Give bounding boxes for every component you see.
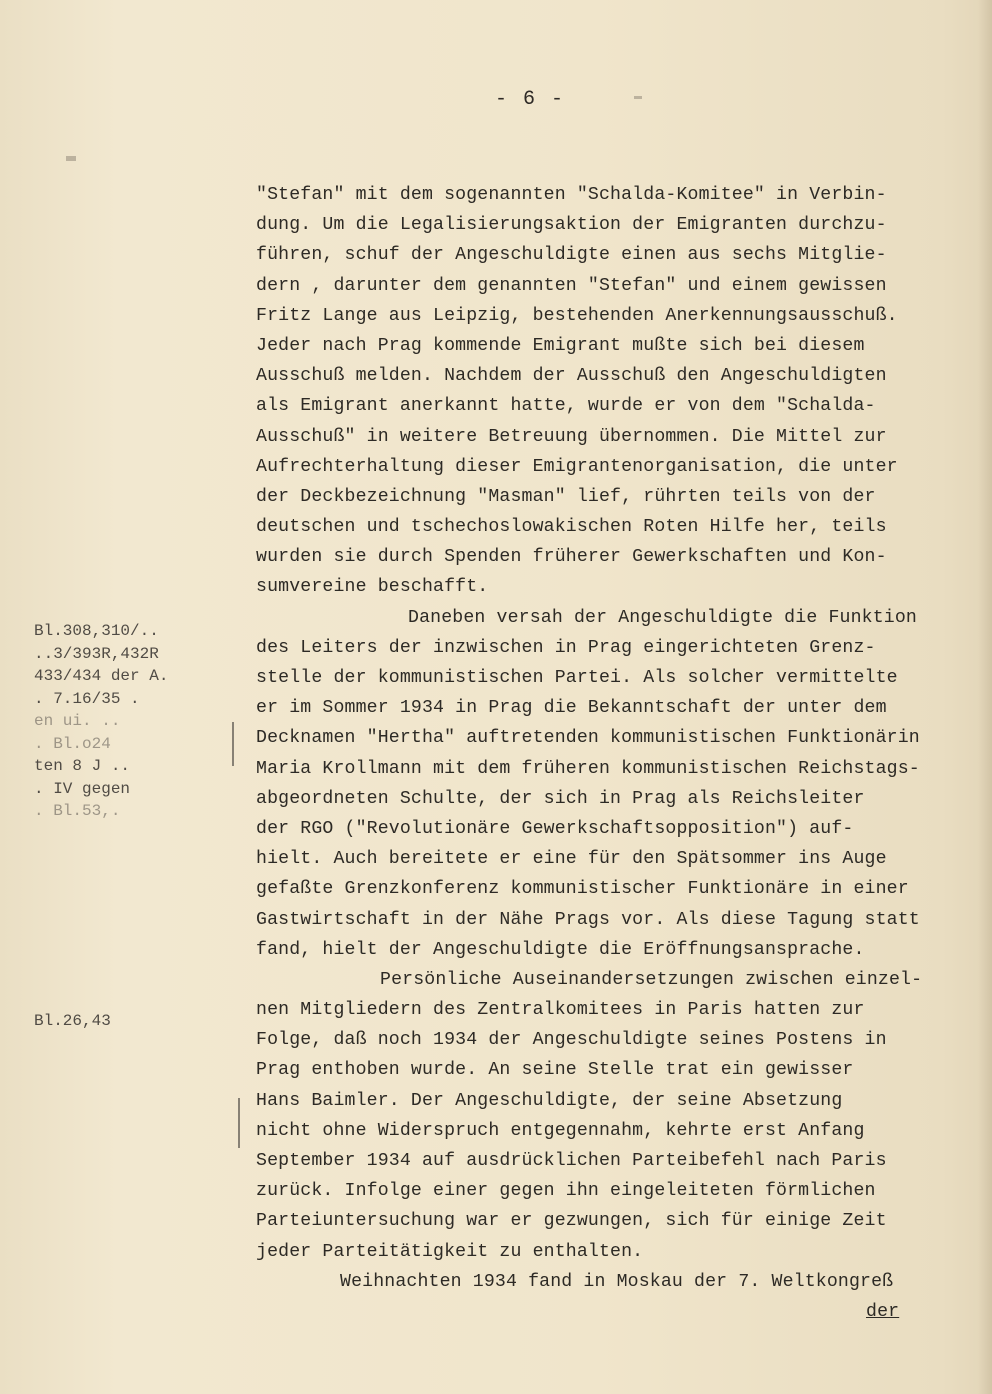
- margin-notes-upper: [34, 620, 224, 823]
- text-line: dern , darunter dem genannten "Stefan" und einem gewissen: [256, 275, 887, 296]
- margin-note-line: Bl.26,43: [34, 1012, 111, 1030]
- text-line: Gastwirtschaft in der Nähe Prags vor. Als diese Tagung statt: [256, 909, 920, 930]
- text-line: Parteiuntersuchung war er gezwungen, sich für einige Zeit: [256, 1211, 887, 1232]
- text-line: der Deckbezeichnung "Masman" lief, rührten teils von der: [256, 486, 876, 507]
- text-line: Hans Baimler. Der Angeschuldigte, der seine Absetzung: [256, 1090, 843, 1111]
- text-line: sumvereine beschafft.: [256, 577, 489, 598]
- text-line: abgeordneten Schulte, der sich in Prag als Reichsleiter: [256, 788, 865, 809]
- text-line: Folge, daß noch 1934 der Angeschuldigte seines Postens in: [256, 1030, 887, 1051]
- text-line: deutschen und tschechoslowakischen Roten Hilfe her, teils: [256, 517, 887, 538]
- text-line: Prag enthoben wurde. An seine Stelle trat ein gewisser: [256, 1060, 854, 1081]
- text-line: Jeder nach Prag kommende Emigrant mußte sich bei diesem: [256, 335, 865, 356]
- margin-note-line: 433/434 der A.: [34, 667, 169, 685]
- text-line: wurden sie durch Spenden früherer Gewerkschaften und Kon-: [256, 547, 887, 568]
- text-line: jeder Parteitätigkeit zu enthalten.: [256, 1241, 644, 1262]
- text-line: Fritz Lange aus Leipzig, bestehenden Anerkennungsausschuß.: [256, 305, 898, 326]
- text-line: Aufrechterhaltung dieser Emigrantenorganisation, die unter: [256, 456, 898, 477]
- text-line: September 1934 auf ausdrücklichen Parteibefehl nach Paris: [256, 1151, 887, 1171]
- text-line: nen Mitgliedern des Zentralkomitees in Paris hatten zur: [256, 1000, 865, 1021]
- text-line: hielt. Auch bereitete er eine für den Spätsommer ins Auge: [256, 849, 887, 870]
- margin-note-line: . Bl.o24: [34, 734, 111, 753]
- margin-note-line: . 7.16/35 .: [34, 689, 140, 708]
- margin-pencil-mark: [232, 722, 234, 766]
- text-line: führen, schuf der Angeschuldigte einen aus sechs Mitglie-: [256, 245, 887, 266]
- margin-note-line: ..3/393R,432R: [34, 644, 159, 663]
- ink-smudge: [634, 96, 642, 99]
- text-line: Persönliche Auseinandersetzungen zwischen einzel-: [380, 969, 923, 990]
- text-line: der RGO ("Revolutionäre Gewerkschaftsopposition") auf-: [256, 818, 854, 839]
- text-line: gefaßte Grenzkonferenz kommunistischer Funktionäre in einer: [256, 879, 909, 900]
- margin-note-line: . Bl.53,.: [34, 802, 121, 820]
- margin-note-line: en ui. ..: [34, 712, 121, 730]
- text-line: als Emigrant anerkannt hatte, wurde er von dem "Schalda-: [256, 396, 876, 417]
- text-line: stelle der kommunistischen Partei. Als solcher vermittelte: [256, 668, 898, 688]
- body-text: [256, 180, 986, 1327]
- text-line: er im Sommer 1934 in Prag die Bekanntschaft der unter dem: [256, 698, 887, 719]
- text-line: Weihnachten 1934 fand in Moskau der 7. Weltkongreß: [340, 1271, 894, 1292]
- text-line: Ausschuß melden. Nachdem der Ausschuß den Angeschuldigten: [256, 366, 887, 387]
- text-line: nicht ohne Widerspruch entgegennahm, kehrte erst Anfang: [256, 1120, 865, 1141]
- text-line: "Stefan" mit dem sogenannten "Schalda-Komitee" in Verbin-: [256, 185, 887, 205]
- text-line: Daneben versah der Angeschuldigte die Funktion: [408, 607, 917, 628]
- text-line: Decknamen "Hertha" auftretenden kommunistischen Funktionärin: [256, 728, 920, 749]
- margin-note-line: ten 8 J ..: [34, 757, 131, 775]
- text-line: Ausschuß" in weitere Betreuung übernommen. Die Mittel zur: [256, 426, 887, 447]
- text-line: des Leiters der inzwischen in Prag eingerichteten Grenz-: [256, 637, 876, 658]
- text-line: fand, hielt der Angeschuldigte die Eröffnungsansprache.: [256, 939, 865, 960]
- page-number: - 6 -: [494, 88, 565, 111]
- margin-pencil-mark: [238, 1098, 240, 1148]
- margin-notes-lower: [34, 1010, 224, 1033]
- text-line: zurück. Infolge einer gegen ihn eingeleiteten förmlichen: [256, 1181, 876, 1202]
- text-line: dung. Um die Legalisierungsaktion der Emigranten durchzu-: [256, 215, 887, 236]
- margin-note-line: Bl.308,310/..: [34, 622, 159, 640]
- margin-note-line: . IV gegen: [34, 779, 131, 798]
- text-line: Maria Krollmann mit dem früheren kommunistischen Reichstags-: [256, 758, 920, 779]
- ink-smudge: [66, 156, 76, 161]
- catchword: der: [866, 1301, 900, 1322]
